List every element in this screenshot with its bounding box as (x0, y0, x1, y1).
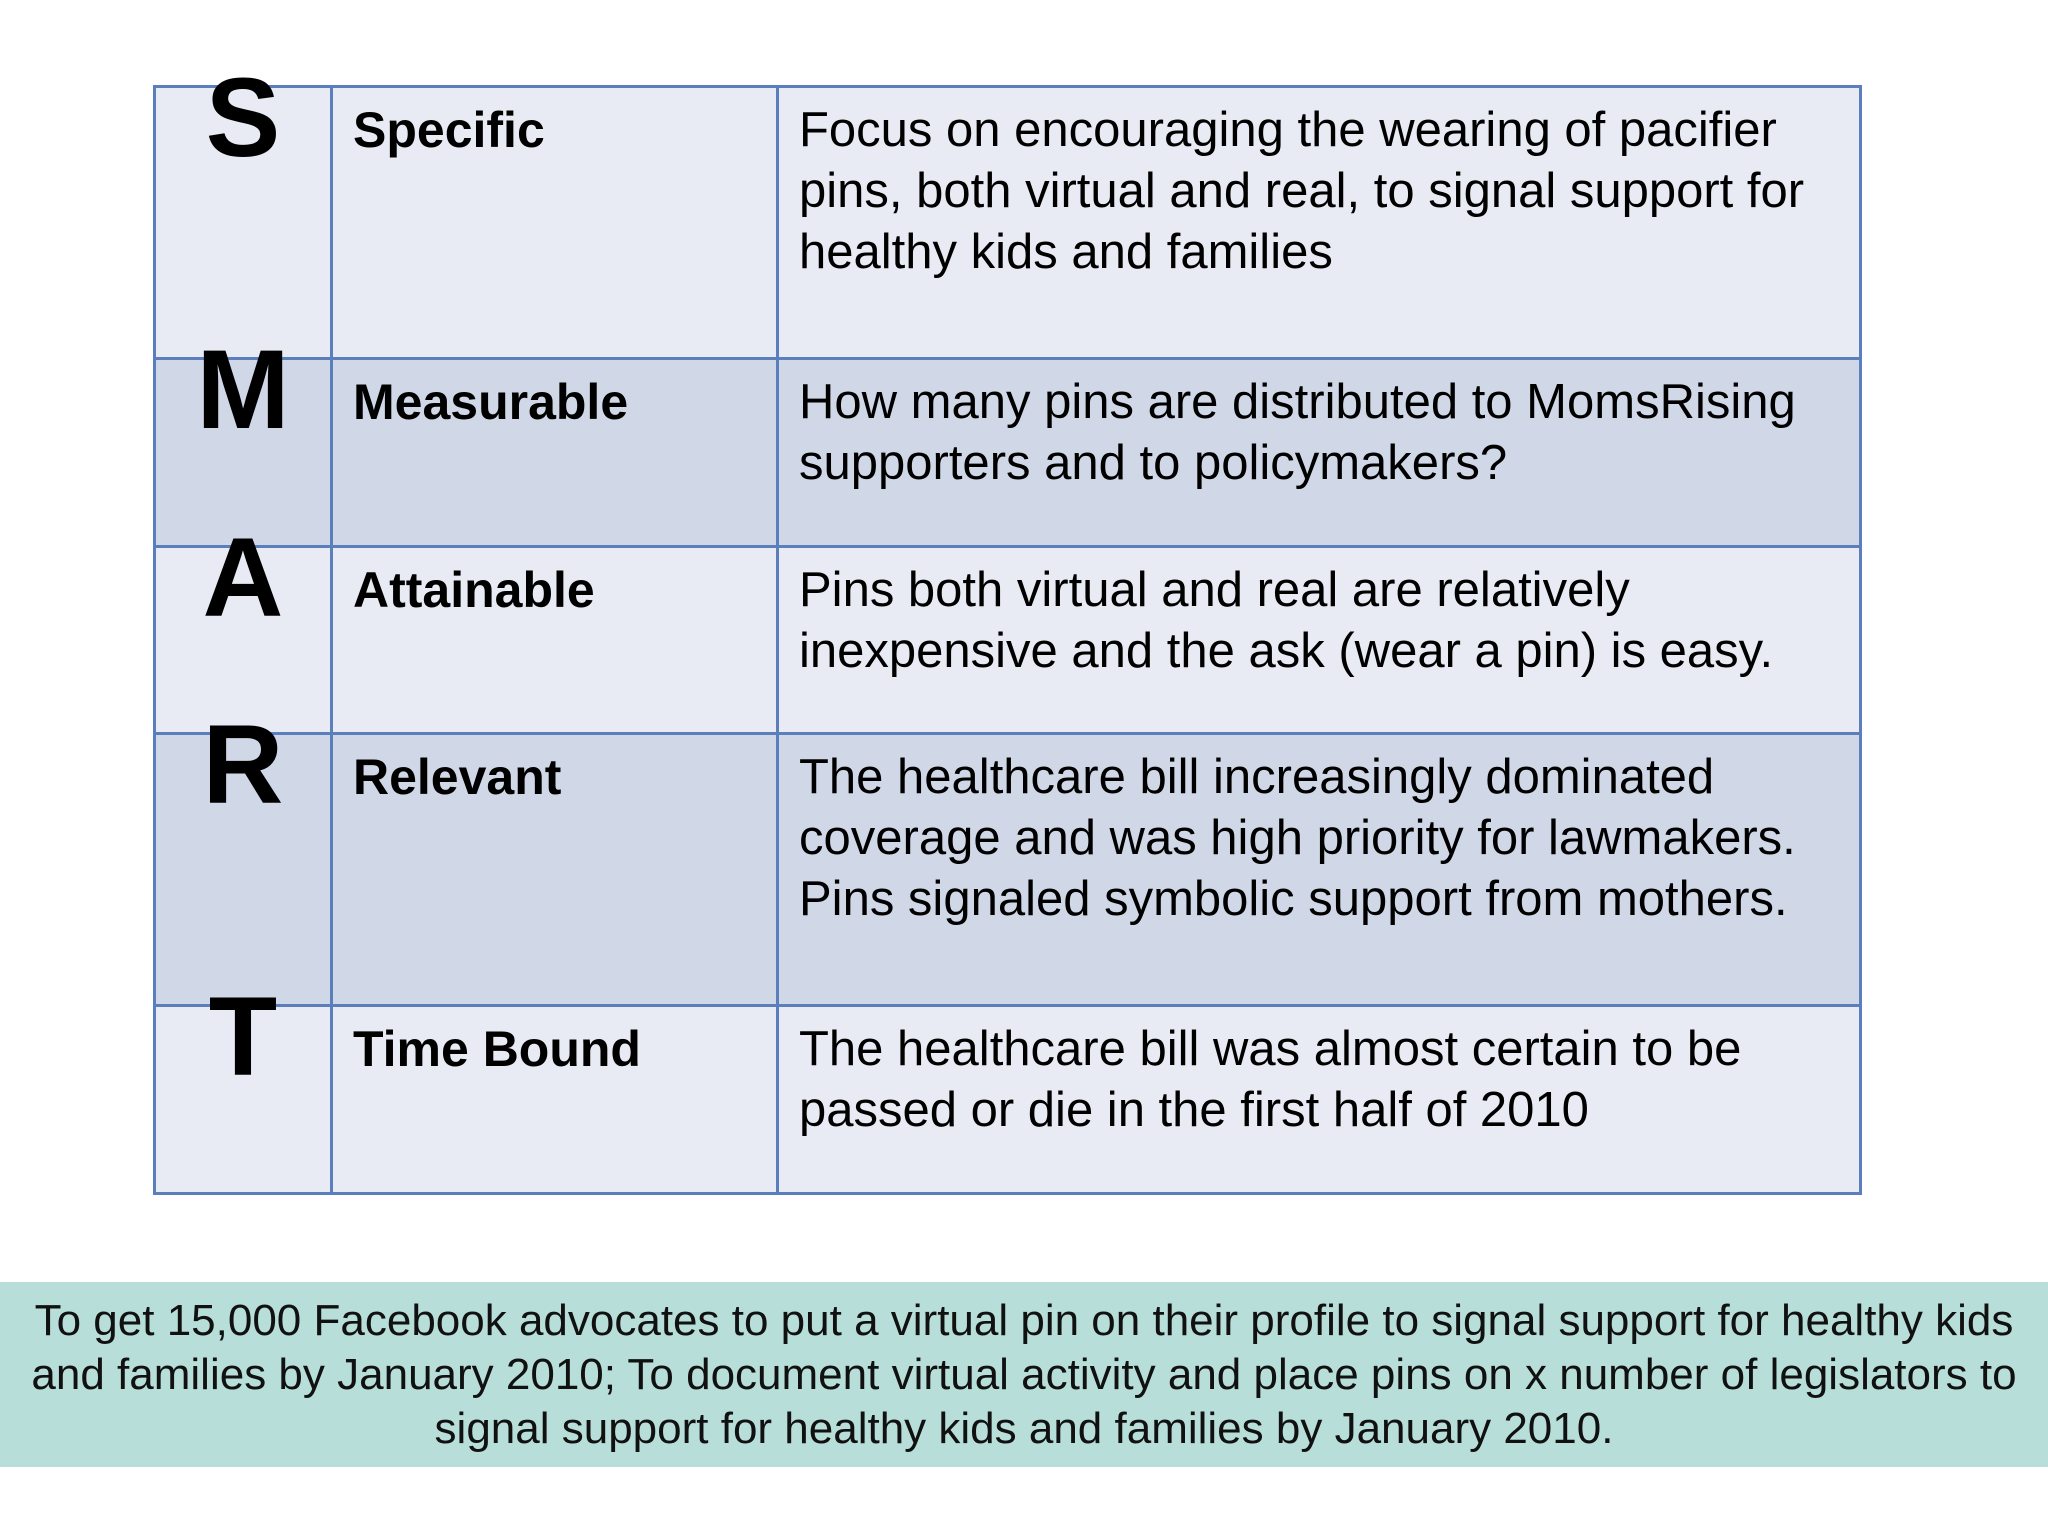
smart-term: Attainable (353, 561, 595, 618)
goal-statement-text: To get 15,000 Facebook advocates to put a virtual pin on their profile to signal support for healthy kids and families by January 2010; To document virtual activity and place pins on x number of legislators to signal support for healthy kids and families by January 2010. (31, 1296, 2017, 1453)
term-cell (332, 358, 778, 546)
smart-term: Relevant (353, 749, 562, 806)
smart-table (153, 55, 1862, 1195)
smart-letter: M (196, 326, 290, 452)
smart-letter: S (205, 55, 281, 180)
letter-cell (155, 55, 332, 359)
smart-row-measurable (155, 358, 1861, 546)
smart-letter: R (202, 702, 284, 828)
letter-cell (155, 974, 332, 1194)
smart-term: Measurable (353, 373, 629, 430)
smart-letter: T (208, 974, 278, 1100)
smart-row-attainable (155, 546, 1861, 734)
description-cell (778, 358, 1861, 546)
smart-description: How many pins are distributed to MomsRising supporters and to policymakers? (799, 374, 1796, 490)
description-cell (778, 546, 1861, 734)
term-cell (332, 1006, 778, 1194)
smart-letter: A (202, 514, 284, 640)
smart-description: Focus on encouraging the wearing of pacifier pins, both virtual and real, to signal support for healthy kids and families (799, 103, 1805, 279)
description-cell (778, 87, 1861, 359)
description-cell (778, 1006, 1861, 1194)
letter-cell (155, 702, 332, 1006)
term-cell (332, 546, 778, 734)
smart-row-time-bound (155, 1006, 1861, 1194)
smart-term: Time Bound (353, 1021, 641, 1078)
smart-description: The healthcare bill was almost certain to be passed or die in the first half of 2010 (799, 1022, 1742, 1138)
term-cell (332, 87, 778, 359)
smart-row-relevant (155, 734, 1861, 1006)
term-cell (332, 734, 778, 1006)
smart-description: Pins both virtual and real are relatively inexpensive and the ask (wear a pin) is easy. (799, 562, 1774, 678)
goal-statement-box (0, 1282, 2048, 1467)
smart-description: The healthcare bill increasingly dominated coverage and was high priority for lawmakers. Pins signaled symbolic support from mothers. (799, 750, 1796, 927)
description-cell (778, 734, 1861, 1006)
smart-term: Specific (353, 102, 545, 158)
smart-row-specific (155, 87, 1861, 359)
